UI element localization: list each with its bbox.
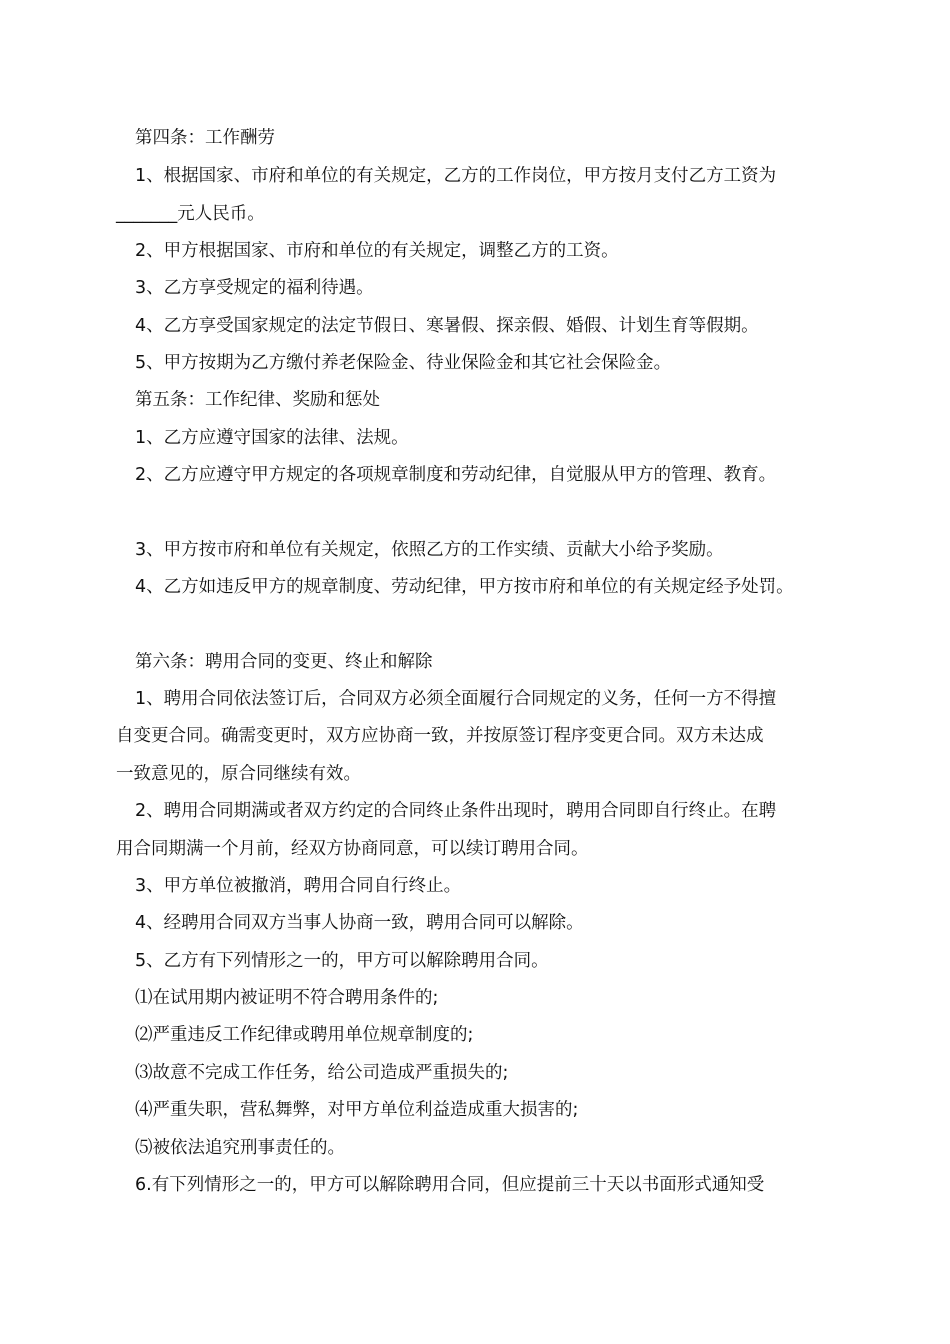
article-4-item-3: 3、乙方享受规定的福利待遇。 [135, 278, 374, 298]
article-4-item-4: 4、乙方享受国家规定的法定节假日、寒暑假、探亲假、婚假、计划生育等假期。 [135, 316, 759, 336]
article-6-item-4: 4、经聘用合同双方当事人协商一致，聘用合同可以解除。 [135, 913, 584, 933]
article-6-heading: 第六条：聘用合同的变更、终止和解除 [135, 652, 433, 672]
article-6-item-2-cont: 用合同期满一个月前，经双方协商同意，可以续订聘用合同。 [116, 839, 589, 859]
article-4-item-1: 1、根据国家、市府和单位的有关规定，乙方的工作岗位，甲方按月支付乙方工资为 [135, 166, 777, 186]
article-6-item-5-sub-2: ⑵严重违反工作纪律或聘用单位规章制度的; [135, 1025, 474, 1045]
article-6-item-3: 3、甲方单位被撤消，聘用合同自行终止。 [135, 876, 462, 896]
article-4-heading: 第四条：工作酬劳 [135, 128, 275, 148]
article-6-item-1-cont: 一致意见的，原合同继续有效。 [116, 764, 361, 784]
article-5-item-2: 2、乙方应遵守甲方规定的各项规章制度和劳动纪律，自觉服从甲方的管理、教育。 [135, 465, 777, 485]
article-5-item-3: 3、甲方按市府和单位有关规定，依照乙方的工作实绩、贡献大小给予奖励。 [135, 540, 724, 560]
article-6-item-5-sub-3: ⑶故意不完成工作任务，给公司造成严重损失的; [135, 1063, 509, 1083]
article-6-item-5: 5、乙方有下列情形之一的，甲方可以解除聘用合同。 [135, 951, 549, 971]
article-6-item-1: 1、聘用合同依法签订后，合同双方必须全面履行合同规定的义务，任何一方不得擅 [135, 689, 777, 709]
article-4-item-5: 5、甲方按期为乙方缴付养老保险金、待业保险金和其它社会保险金。 [135, 353, 672, 373]
article-6-item-2: 2、聘用合同期满或者双方约定的合同终止条件出现时，聘用合同即自行终止。在聘 [135, 801, 777, 821]
article-5-item-4: 4、乙方如违反甲方的规章制度、劳动纪律，甲方按市府和单位的有关规定经予处罚。 [135, 577, 794, 597]
article-6-item-5-sub-1: ⑴在试用期内被证明不符合聘用条件的; [135, 988, 439, 1008]
article-5-heading: 第五条：工作纪律、奖励和惩处 [135, 390, 380, 410]
article-4-item-1-cont: _______元人民币。 [116, 204, 265, 224]
article-4-item-2: 2、甲方根据国家、市府和单位的有关规定，调整乙方的工资。 [135, 241, 619, 261]
article-6-item-5-sub-5: ⑸被依法追究刑事责任的。 [135, 1138, 345, 1158]
article-6-item-5-sub-4: ⑷严重失职，营私舞弊，对甲方单位利益造成重大损害的; [135, 1100, 579, 1120]
article-5-item-1: 1、乙方应遵守国家的法律、法规。 [135, 428, 409, 448]
article-6-item-1-cont: 自变更合同。确需变更时，双方应协商一致，并按原签订程序变更合同。双方未达成 [116, 726, 764, 746]
article-6-item-6: 6.有下列情形之一的，甲方可以解除聘用合同，但应提前三十天以书面形式通知受 [135, 1175, 765, 1195]
